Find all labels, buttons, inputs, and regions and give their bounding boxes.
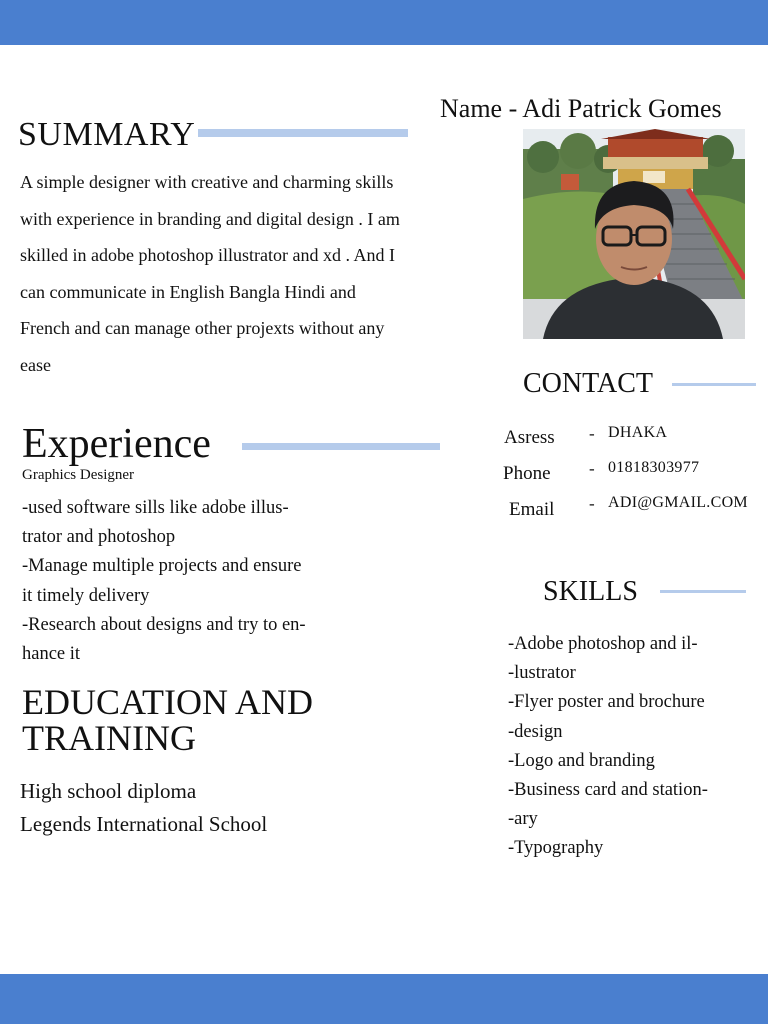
skills-rule bbox=[660, 590, 746, 593]
contact-dash: - bbox=[589, 494, 595, 513]
bottom-banner bbox=[0, 974, 768, 1024]
contact-dash: - bbox=[589, 424, 595, 443]
education-line: High school diploma bbox=[20, 779, 197, 803]
experience-role: Graphics Designer bbox=[22, 467, 135, 483]
experience-line: -used software sills like adobe illus- bbox=[22, 498, 289, 518]
education-heading-line: TRAINING bbox=[22, 718, 196, 758]
skills-list bbox=[508, 630, 708, 864]
summary-line: can communicate in English Bangla Hindi and bbox=[20, 281, 356, 302]
contact-heading: CONTACT bbox=[523, 368, 653, 399]
skill-item: -Business card and station- bbox=[508, 780, 708, 801]
contact-value-email: ADI@GMAIL.COM bbox=[608, 494, 748, 511]
summary-rule bbox=[198, 129, 408, 137]
education-details bbox=[20, 775, 267, 841]
contact-label-email: Email bbox=[509, 499, 555, 520]
education-heading-line: EDUCATION AND bbox=[22, 682, 313, 722]
summary-line: skilled in adobe photoshop illustrator and xd . And I bbox=[20, 245, 395, 265]
skills-heading: SKILLS bbox=[543, 576, 638, 607]
contact-dash: - bbox=[589, 459, 595, 478]
experience-details bbox=[22, 494, 306, 669]
experience-line: -Manage multiple projects and ensure bbox=[22, 556, 302, 577]
summary-line: with experience in branding and digital design . I am bbox=[20, 208, 400, 229]
skill-item: -Typography bbox=[508, 838, 604, 859]
contact-label-address: Asress bbox=[504, 427, 555, 448]
contact-label-phone: Phone bbox=[503, 463, 551, 484]
candidate-name: Name - Adi Patrick Gomes bbox=[440, 94, 722, 123]
summary-line: French and can manage other projexts without any bbox=[20, 318, 385, 338]
contact-rule bbox=[672, 383, 756, 386]
summary-line: A simple designer with creative and charming skills bbox=[20, 172, 394, 192]
experience-rule bbox=[242, 443, 440, 450]
skill-item: -lustrator bbox=[508, 663, 576, 684]
education-heading bbox=[22, 684, 382, 756]
skill-item: -design bbox=[508, 721, 563, 742]
contact-value-phone: 01818303977 bbox=[608, 459, 700, 476]
experience-line: hance it bbox=[22, 644, 81, 665]
skill-item: -Adobe photoshop and il- bbox=[508, 634, 698, 654]
education-line: Legends International School bbox=[20, 812, 268, 836]
top-banner bbox=[0, 0, 768, 45]
skill-item: -Logo and branding bbox=[508, 750, 655, 771]
summary-heading: SUMMARY bbox=[18, 116, 196, 153]
contact-value-address: DHAKA bbox=[608, 424, 668, 441]
profile-photo bbox=[523, 129, 745, 339]
experience-line: -Research about designs and try to en- bbox=[22, 614, 306, 635]
experience-line: it timely delivery bbox=[22, 585, 150, 606]
summary-line: ease bbox=[20, 354, 51, 375]
skill-item: -ary bbox=[508, 809, 538, 830]
skill-item: -Flyer poster and brochure bbox=[508, 692, 705, 713]
profile-photo-image bbox=[523, 129, 745, 339]
experience-line: trator and photoshop bbox=[22, 527, 176, 548]
summary-text bbox=[20, 164, 470, 383]
experience-heading: Experience bbox=[22, 421, 211, 467]
